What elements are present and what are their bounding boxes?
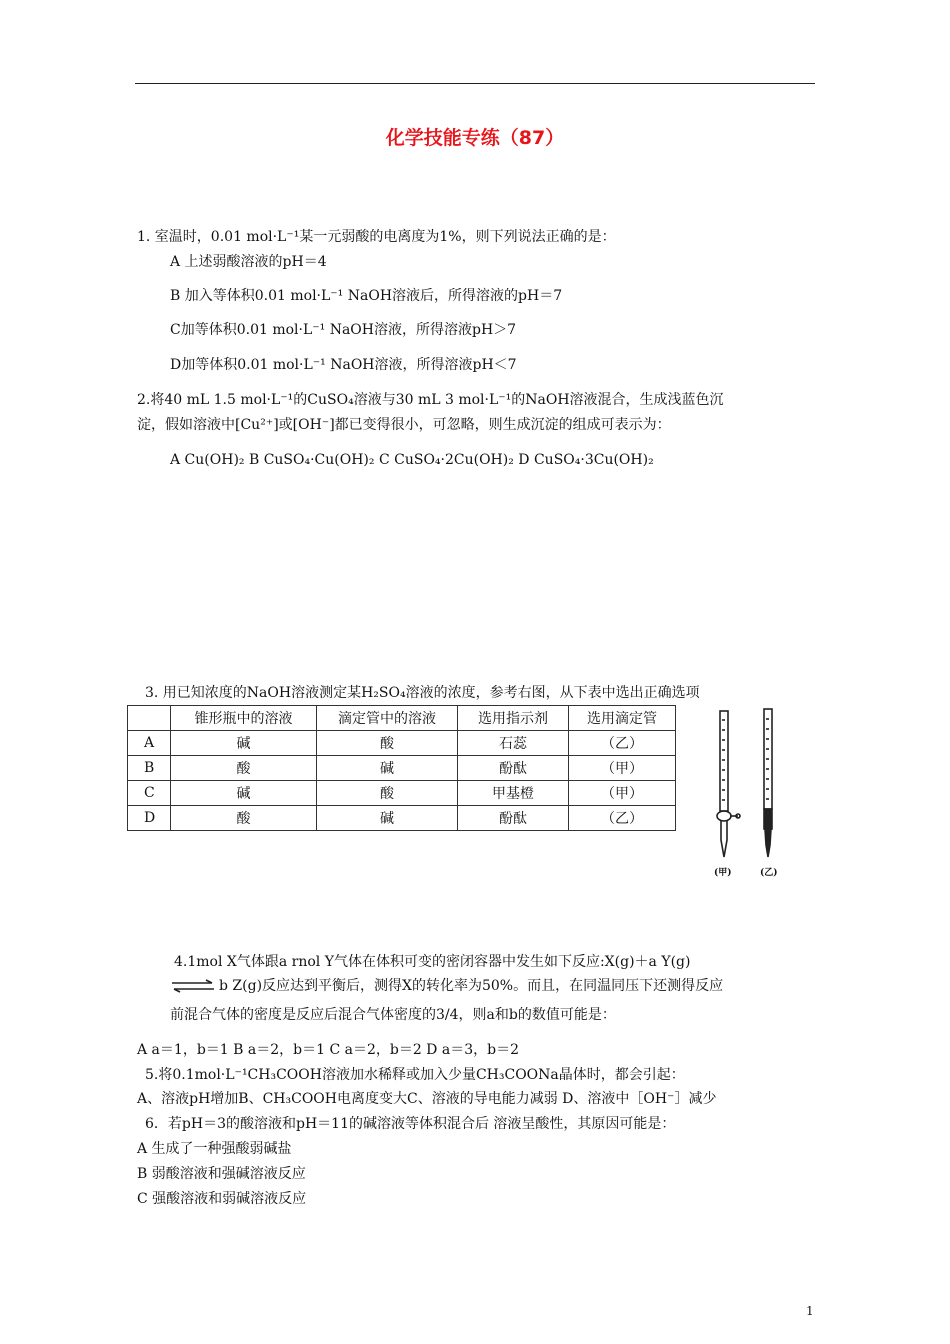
table-cell: A <box>128 731 171 756</box>
table-header-cell <box>128 706 171 731</box>
table-cell: （甲） <box>569 781 676 806</box>
table-cell: 碱 <box>317 756 458 781</box>
table-cell: B <box>128 756 171 781</box>
q2-stem-line2: 淀，假如溶液中[Cu²⁺]或[OH⁻]都已变得很小，可忽略，则生成沉淀的组成可表示为： <box>137 417 671 433</box>
burette-yi-label: (乙) <box>760 868 778 878</box>
table-cell: 碱 <box>171 781 317 806</box>
table-row <box>128 731 676 756</box>
table-row <box>128 756 676 781</box>
table-cell: 甲基橙 <box>458 781 569 806</box>
table-cell: 酚酞 <box>458 806 569 831</box>
table-header-cell: 选用滴定管 <box>569 706 676 731</box>
table-cell: 酸 <box>317 731 458 756</box>
q3-table <box>127 705 676 831</box>
q1-option-d: D加等体积0.01 mol·L⁻¹ NaOH溶液，所得溶液pH＜7 <box>170 357 517 373</box>
table-cell: 酸 <box>171 806 317 831</box>
table-header-cell: 锥形瓶中的溶液 <box>171 706 317 731</box>
header-rule <box>135 83 815 84</box>
table-cell: 酸 <box>317 781 458 806</box>
q6-option-c: C 强酸溶液和弱碱溶液反应 <box>137 1191 307 1207</box>
table-cell: 碱 <box>171 731 317 756</box>
table-header-cell: 选用指示剂 <box>458 706 569 731</box>
table-cell: 石蕊 <box>458 731 569 756</box>
q3-stem: 3. 用已知浓度的NaOH溶液测定某H₂SO₄溶液的浓度，参考右图，从下表中选出正确选项 <box>145 685 700 701</box>
q1-option-c: C加等体积0.01 mol·L⁻¹ NaOH溶液，所得溶液pH＞7 <box>170 322 517 338</box>
q2-stem-line1: 2.将40 mL 1.5 mol·L⁻¹的CuSO₄溶液与30 mL 3 mol·L⁻¹的NaOH溶液混合，生成浅蓝色沉 <box>137 392 724 408</box>
q1-stem: 1. 室温时，0.01 mol·L⁻¹某一元弱酸的电离度为1%，则下列说法正确的是： <box>137 229 616 245</box>
table-row <box>128 806 676 831</box>
burette-yi-icon <box>764 709 772 857</box>
table-cell: C <box>128 781 171 806</box>
burette-jia-label: (甲) <box>714 868 732 878</box>
q4-options: A a＝1，b＝1 B a＝2，b＝1 C a＝2，b＝2 D a＝3，b＝2 <box>137 1042 519 1058</box>
table-row <box>128 781 676 806</box>
table-cell: （乙） <box>569 731 676 756</box>
q2-options: A Cu(OH)₂ B CuSO₄·Cu(OH)₂ C CuSO₄·2Cu(OH)₂ D CuSO₄·3Cu(OH)₂ <box>170 452 654 468</box>
table-cell: 碱 <box>317 806 458 831</box>
q4-stem-line2: b Z(g)反应达到平衡后，测得X的转化率为50%。而且，在同温同压下还测得反应 <box>219 978 724 994</box>
table-header-row <box>128 706 676 731</box>
q5-stem: 5.将0.1mol·L⁻¹CH₃COOH溶液加水稀释或加入少量CH₃COONa晶体时，都会引起： <box>145 1067 685 1083</box>
table-cell: D <box>128 806 171 831</box>
q4-stem-line1: 4.1mol X气体跟a rnol Y气体在体积可变的密闭容器中发生如下反应:X(g)＋a Y(g) <box>174 954 691 970</box>
table-cell: （甲） <box>569 756 676 781</box>
q4-stem-line3: 前混合气体的密度是反应后混合气体密度的3/4，则a和b的数值可能是： <box>170 1007 616 1023</box>
burette-illustration <box>700 705 810 885</box>
table-header-cell: 滴定管中的溶液 <box>317 706 458 731</box>
q5-options: A、溶液pH增加B、CH₃COOH电离度变大C、溶液的导电能力减弱 D、溶液中［OH⁻］减少 <box>137 1091 717 1107</box>
table-cell: （乙） <box>569 806 676 831</box>
table-cell: 酸 <box>171 756 317 781</box>
q1-option-a: A 上述弱酸溶液的pH＝4 <box>170 254 327 270</box>
burette-jia-icon <box>717 711 740 857</box>
q6-option-b: B 弱酸溶液和强碱溶液反应 <box>137 1166 306 1182</box>
page-number: 1 <box>806 1304 814 1318</box>
q1-option-b: B 加入等体积0.01 mol·L⁻¹ NaOH溶液后，所得溶液的pH＝7 <box>170 288 563 304</box>
burette-figure <box>700 705 810 885</box>
table-cell: 酚酞 <box>458 756 569 781</box>
q6-option-a: A 生成了一种强酸弱碱盐 <box>137 1141 292 1157</box>
page-title: 化学技能专练（87） <box>385 127 565 149</box>
q6-stem: 6．若pH＝3的酸溶液和pH＝11的碱溶液等体积混合后 溶液呈酸性，其原因可能是： <box>145 1116 676 1132</box>
equilibrium-arrow-icon <box>170 979 216 993</box>
